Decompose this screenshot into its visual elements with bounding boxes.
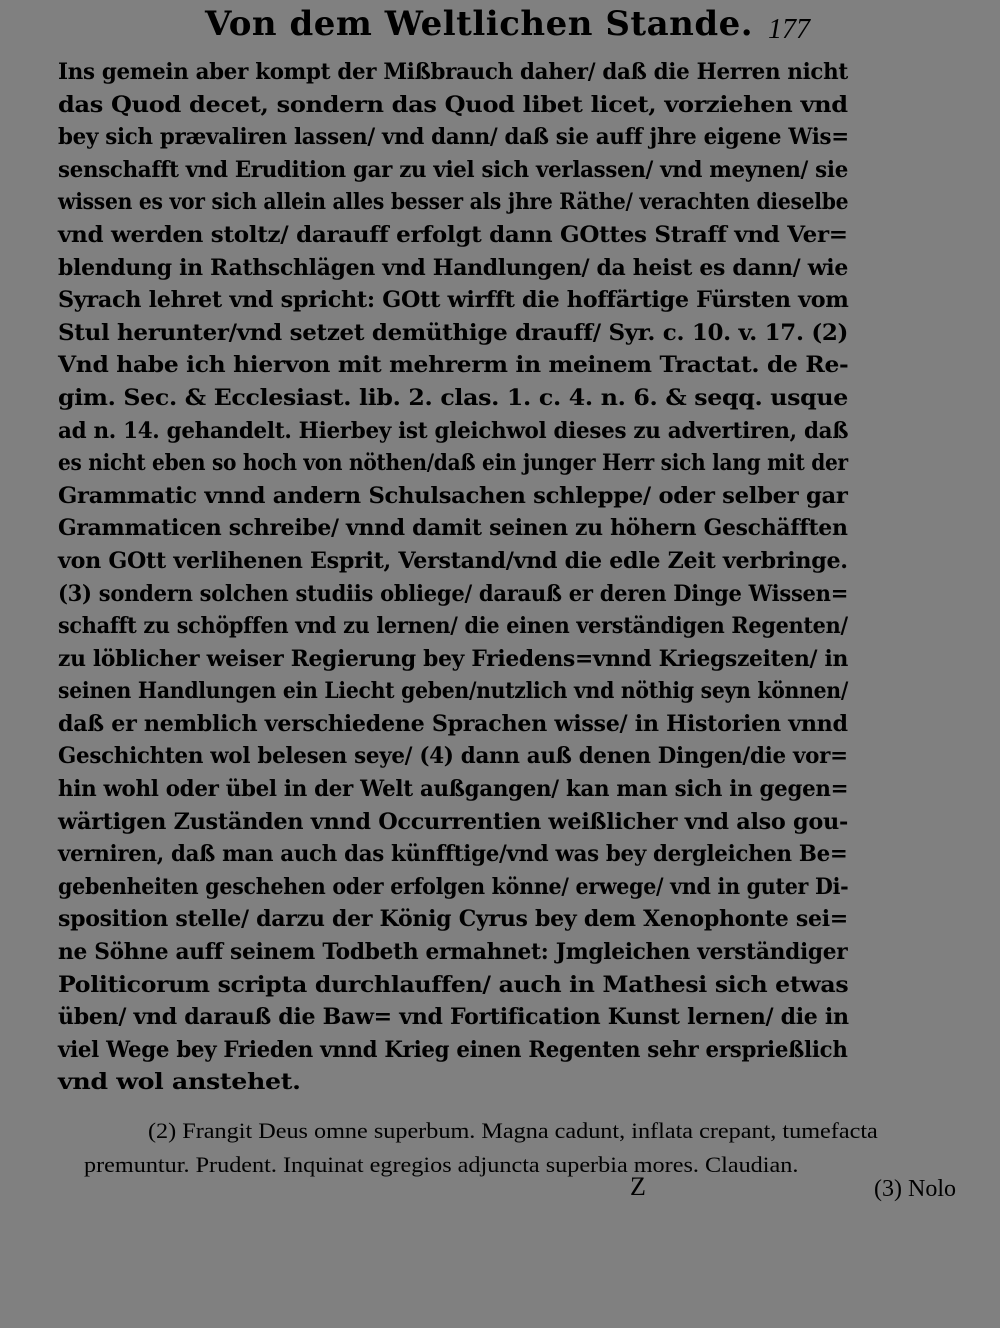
text-line: es nicht eben so hoch von nöthen/daß ein junger Herr sich lang mit der bbox=[58, 450, 848, 477]
text-line: zu löblicher weiser Regierung bey Friedens=vnnd Kriegszeiten/ in bbox=[58, 645, 849, 672]
text-line: Ins gemein aber kompt der Mißbrauch daher/ daß die Herren nicht bbox=[58, 59, 848, 85]
text-line: gebenheiten geschehen oder erfolgen könne/ erwege/ vnd in guter Di- bbox=[58, 873, 849, 900]
text-line: wissen es vor sich allein alles besser als jhre Räthe/ verachten dieselbe bbox=[58, 189, 849, 216]
text-line: von GOtt verlihenen Esprit, Verstand/vnd die edle Zeit verbringe. bbox=[58, 547, 848, 574]
text-line: hin wohl oder übel in der Welt außgangen/ kan man sich in gegen= bbox=[58, 776, 849, 803]
text-line: üben/ vnd darauß die Baw= vnd Fortification Kunst lernen/ die in bbox=[58, 1004, 849, 1031]
text-line: daß er nemblich verschiedene Sprachen wisse/ in Historien vnnd bbox=[58, 710, 848, 737]
text-line: Grammatic vnnd andern Schulsachen schleppe/ oder selber gar bbox=[58, 482, 848, 509]
text-line: ad n. 14. gehandelt. Hierbey ist gleichwol dieses zu advertiren, daß bbox=[58, 417, 849, 444]
text-line: sposition stelle/ darzu der König Cyrus bey dem Xenophonte sei= bbox=[58, 906, 849, 933]
text-line: senschafft vnd Erudition gar zu viel sich verlassen/ vnd meynen/ sie bbox=[58, 156, 848, 183]
footnote-text: (2) Frangit Deus omne superbum. Magna cadunt, inflata crepant, tumefacta bbox=[148, 1118, 878, 1143]
text-line: vnd werden stoltz/ darauff erfolgt dann GOttes Straff vnd Ver= bbox=[58, 221, 848, 248]
text-line: Stul herunter/vnd setzet demüthige drauff/ Syr. c. 10. v. 17. (2) bbox=[58, 319, 849, 346]
text-line: wärtigen Zuständen vnnd Occurrentien weißlicher vnd also gou- bbox=[58, 808, 848, 835]
signature-mark: Z bbox=[630, 1172, 646, 1201]
footnote-line bbox=[84, 1148, 984, 1182]
footnote-line bbox=[84, 1114, 984, 1148]
text-line: das Quod decet, sondern das Quod libet licet, vorziehen vnd bbox=[58, 91, 848, 118]
text-line: Syrach lehret vnd spricht: GOtt wirfft die hoffärtige Fürsten vom bbox=[58, 287, 849, 314]
text-line: Grammaticen schreibe/ vnnd damit seinen zu höhern Geschäfften bbox=[58, 515, 848, 542]
text-line: Politicorum scripta durchlauffen/ auch in Mathesi sich etwas bbox=[58, 971, 849, 998]
text-line: blendung in Rathschlägen vnd Handlungen/ da heist es dann/ wie bbox=[58, 254, 848, 281]
text-line: Vnd habe ich hiervon mit mehrerm in meinem Tractat. de Re- bbox=[58, 352, 849, 379]
text-line: (3) sondern solchen studiis obliege/ darauß er deren Dinge Wissen= bbox=[58, 580, 849, 607]
text-line: verniren, daß man auch das künfftige/vnd was bey dergleichen Be= bbox=[58, 841, 848, 868]
catchword: (3) Nolo bbox=[874, 1176, 956, 1202]
text-line: viel Wege bey Frieden vnnd Krieg einen Regenten sehr ersprießlich bbox=[58, 1036, 848, 1063]
page-number: 177 bbox=[768, 14, 810, 45]
body-text bbox=[58, 56, 858, 1099]
text-line: gim. Sec. & Ecclesiast. lib. 2. clas. 1. c. 4. n. 6. & seqq. usque bbox=[58, 384, 848, 411]
text-line: bey sich prævaliren lassen/ vnd dann/ daß sie auff jhre eigene Wis= bbox=[58, 124, 849, 151]
running-head: Von dem Weltlichen Stande. bbox=[205, 4, 754, 44]
text-line: Geschichten wol belesen seye/ (4) dann auß denen Dingen/die vor= bbox=[58, 743, 848, 770]
text-line: seinen Handlungen ein Liecht geben/nutzlich vnd nöthig seyn können/ bbox=[58, 678, 849, 705]
footnotes bbox=[84, 1114, 984, 1182]
text-line: vnd wol anstehet. bbox=[58, 1069, 301, 1096]
text-line: schafft zu schöpffen vnd zu lernen/ die einen verständigen Regenten/ bbox=[58, 613, 848, 640]
footnote-text: premuntur. Prudent. Inquinat egregios adjuncta superbia mores. Claudian. bbox=[84, 1152, 799, 1177]
text-line: ne Söhne auff seinem Todbeth ermahnet: Jmgleichen verständiger bbox=[58, 939, 848, 966]
